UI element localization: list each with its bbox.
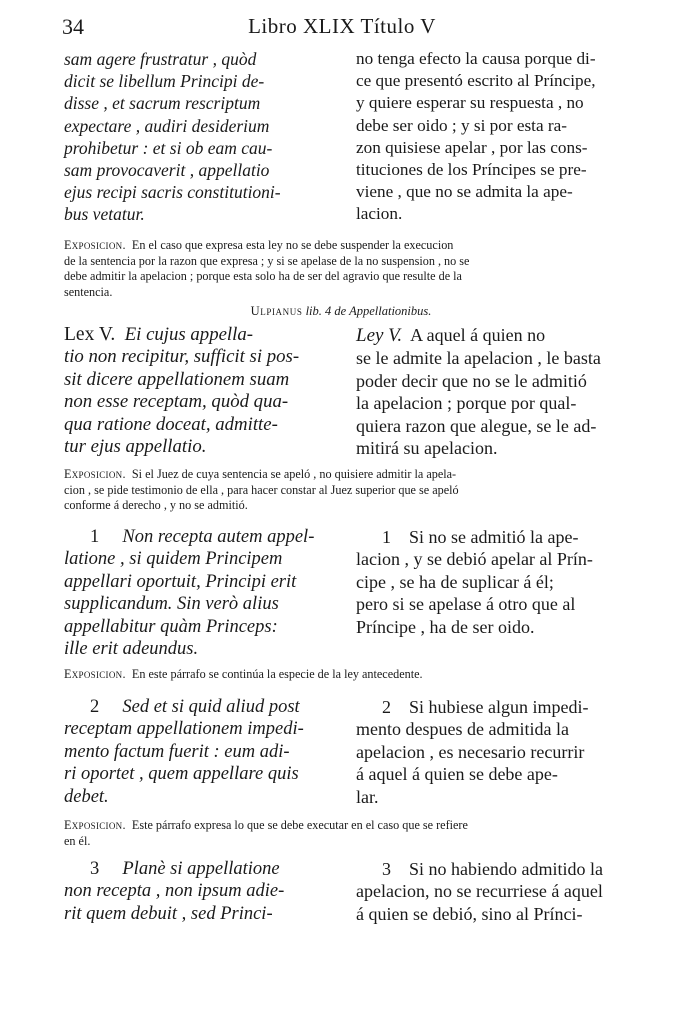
- source-citation: [0, 304, 682, 319]
- spanish-column: [356, 48, 618, 226]
- latin-line: ri oportet , quem appellare quis: [64, 764, 299, 785]
- spanish-line: lacion.: [356, 204, 403, 224]
- spanish-line: no tenga efecto la causa porque di-: [356, 49, 596, 68]
- spanish-line: á quien se debió, sino al Prínci-: [356, 903, 583, 924]
- latin-line: qua ratione doceat, admitte-: [64, 413, 278, 435]
- exposition-line: conforme á derecho , y no se admitió.: [64, 498, 248, 512]
- spanish-line: Si no habiendo admitido la: [409, 859, 603, 879]
- exposition-note: [64, 467, 620, 514]
- latin-line: Sed et si quid aliud post: [122, 697, 300, 717]
- spanish-line: la apelacion ; porque por qual-: [356, 393, 577, 414]
- lex-label: Lex V.: [64, 324, 116, 345]
- lex-5-block: [0, 324, 682, 464]
- exposition-line: en él.: [64, 833, 91, 848]
- paragraph-2-block: [0, 696, 682, 816]
- spanish-line: lar.: [356, 786, 379, 807]
- exposition-line: Este párrafo expresa lo que se debe executar en el caso que se refiere: [131, 818, 468, 832]
- latin-column: [64, 324, 340, 458]
- exposition-line: En este párrafo se continúa la especie de la ley antecedente.: [131, 667, 423, 681]
- exposition-note: [64, 818, 620, 849]
- spanish-line: debe ser oido ; y si por esta ra-: [356, 115, 567, 135]
- spanish-line: mento despues de admitida la: [356, 719, 569, 740]
- exposition-line: debe admitir la apelacion ; porque esta solo ha de ser del agravio que resulte de la: [64, 269, 462, 283]
- latin-line: non esse receptam, quòd qua-: [64, 391, 289, 413]
- spanish-column: [356, 324, 618, 459]
- latin-line: tio non recipitur, sufficit si pos-: [64, 346, 300, 368]
- paragraph-number: 1: [90, 527, 100, 547]
- latin-line: bus vetatur.: [64, 204, 145, 225]
- spanish-line: Si hubiese algun impedi-: [409, 697, 589, 717]
- latin-line: tur ejus appellatio.: [64, 436, 207, 458]
- latin-line: supplicandum. Sin verò alius: [64, 594, 279, 615]
- paragraph-number: 3: [382, 859, 391, 879]
- spanish-column: [356, 696, 618, 808]
- exposition-label: Exposicion.: [64, 238, 126, 252]
- latin-line: sam provocaverit , appellatio: [64, 160, 270, 181]
- latin-line: prohibetur : et si ob eam cau-: [64, 137, 273, 158]
- paragraph-3-block: [0, 858, 682, 932]
- exposition-label: Exposicion.: [64, 467, 126, 481]
- latin-line: dicit se libellum Principi de-: [64, 71, 265, 92]
- citation-author: Ulpianus: [250, 304, 303, 318]
- spanish-line: zon quisiese apelar , por las cons-: [356, 137, 588, 157]
- ley-label: Ley V.: [356, 325, 403, 346]
- latin-line: ejus recipi sacris constitutioni-: [64, 182, 281, 203]
- latin-line: sit dicere appellationem suam: [64, 368, 290, 390]
- spanish-line: poder decir que no se le admitió: [356, 370, 587, 391]
- spanish-line: ce que presentó escrito al Príncipe,: [356, 71, 596, 91]
- latin-column: [64, 696, 340, 808]
- latin-line: debet.: [64, 786, 109, 807]
- paragraph-number: 3: [90, 859, 100, 879]
- block-1: [0, 48, 682, 230]
- exposition-line: sentencia.: [64, 284, 113, 299]
- exposition-line: Si el Juez de cuya sentencia se apeló , no quisiere admitir la apela-: [131, 467, 457, 481]
- latin-column: [64, 858, 340, 925]
- exposition-line: de la sentencia por la razon que expresa ; y si se apelase de la no suspension , no se: [64, 253, 470, 268]
- paragraph-number: 1: [382, 527, 391, 547]
- latin-line: disse , et sacrum rescriptum: [64, 93, 261, 114]
- latin-line: sam agere frustratur , quòd: [64, 49, 257, 69]
- paragraph-number: 2: [90, 697, 100, 717]
- spanish-line: Príncipe , ha de ser oido.: [356, 616, 535, 637]
- latin-line: appellari oportuit, Principi erit: [64, 571, 297, 592]
- spanish-line: á aquel á quien se debe ape-: [356, 764, 558, 785]
- spanish-line: pero si se apelase á otro que al: [356, 594, 576, 615]
- exposition-line: En el caso que expresa esta ley no se debe suspender la execucion: [131, 238, 454, 252]
- spanish-line: tituciones de los Príncipes se pre-: [356, 160, 587, 180]
- latin-line: expectare , audiri desiderium: [64, 115, 270, 136]
- page-number: 34: [62, 14, 84, 39]
- spanish-line: se le admite la apelacion , le basta: [356, 348, 601, 369]
- running-title: Libro XLIX Título V: [248, 14, 436, 38]
- latin-line: mento factum fuerit : eum adi-: [64, 741, 290, 762]
- latin-line: receptam appellationem impedi-: [64, 719, 304, 740]
- spanish-line: quiera razon que alegue, se le ad-: [356, 415, 597, 436]
- spanish-line: cipe , se ha de suplicar á él;: [356, 571, 554, 592]
- latin-line: rit quem debuit , sed Princi-: [64, 903, 273, 924]
- spanish-column: [356, 858, 618, 925]
- exposition-note: [64, 238, 620, 300]
- latin-line: Planè si appellatione: [122, 859, 280, 879]
- spanish-line: mitirá su apelacion.: [356, 438, 498, 459]
- exposition-line: cion , se pide testimonio de ella , para hacer constar al Juez superior que se apeló: [64, 482, 459, 497]
- latin-line: Non recepta autem appel-: [122, 527, 315, 547]
- latin-column: [64, 526, 340, 660]
- spanish-line: y quiere esperar su respuesta , no: [356, 93, 584, 113]
- exposition-note: [64, 667, 620, 683]
- citation-work: lib. 4 de Appellationibus.: [305, 304, 432, 318]
- spanish-line: lacion , y se debió apelar al Prín-: [356, 549, 593, 570]
- spanish-line: apelacion, no se recurriese á aquel: [356, 881, 603, 902]
- latin-line: appellabitur quàm Princeps:: [64, 616, 278, 637]
- spanish-line: Si no se admitió la ape-: [409, 527, 579, 547]
- latin-line: latione , si quidem Principem: [64, 549, 283, 570]
- paragraph-1-block: [0, 526, 682, 666]
- latin-line: ille erit adeundus.: [64, 639, 199, 660]
- spanish-column: [356, 526, 618, 638]
- paragraph-number: 2: [382, 697, 391, 717]
- spanish-line: viene , que no se admita la ape-: [356, 182, 573, 202]
- latin-line: non recepta , non ipsum adie-: [64, 881, 285, 902]
- exposition-label: Exposicion.: [64, 667, 126, 681]
- exposition-label: Exposicion.: [64, 818, 126, 832]
- spanish-line: A aquel á quien no: [410, 325, 546, 345]
- spanish-line: apelacion , es necesario recurrir: [356, 741, 585, 762]
- page-header: [62, 14, 622, 44]
- latin-line: Ei cujus appella-: [124, 324, 254, 345]
- latin-column: [64, 48, 340, 226]
